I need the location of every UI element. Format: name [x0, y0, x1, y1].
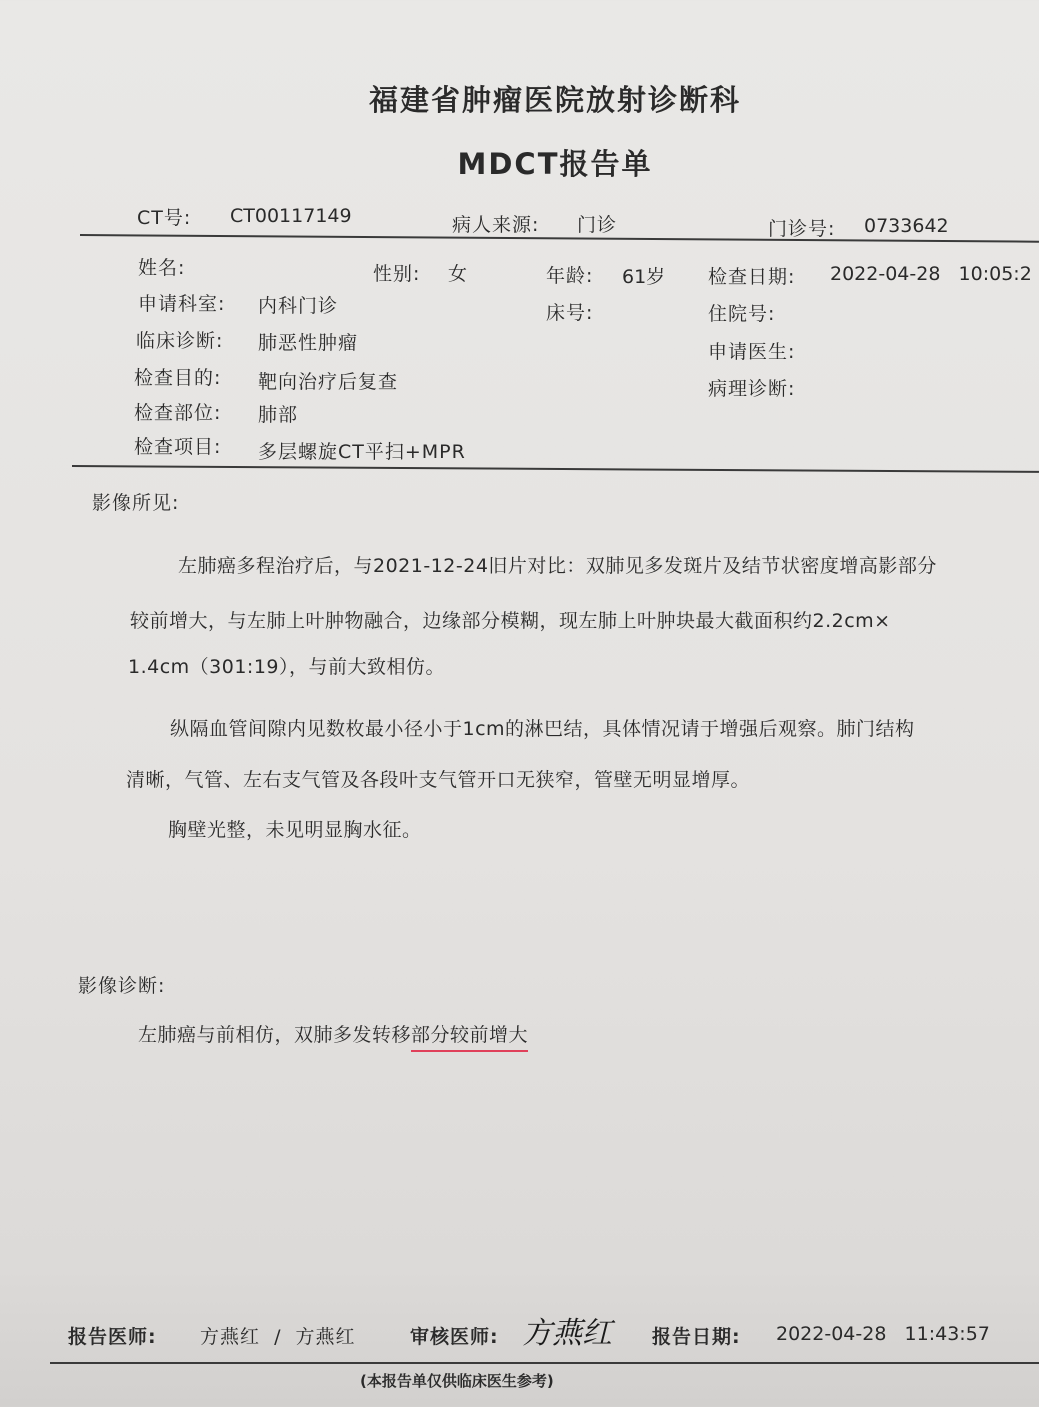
report-doctor-label: 报告医师:: [68, 1326, 157, 1348]
age-label: 年龄:: [546, 265, 594, 287]
clinical-dx-label: 临床诊断:: [136, 330, 224, 352]
purpose-value: 靶向治疗后复查: [258, 371, 399, 393]
divider-info: [72, 465, 1039, 473]
reviewer-label: 审核医师:: [410, 1326, 499, 1348]
findings-label: 影像所见:: [92, 492, 180, 514]
ct-label: CT号:: [137, 207, 192, 229]
name-label: 姓名:: [138, 257, 186, 279]
findings-line: 较前增大，与左肺上叶肿物融合，边缘部分模糊，现左肺上叶肿块最大截面积约2.2cm×: [130, 610, 891, 632]
pathology-label: 病理诊断:: [708, 378, 796, 400]
hospital-title: 福建省肿瘤医院放射诊断科: [368, 83, 741, 117]
source-label: 病人来源:: [452, 214, 540, 236]
sex-label: 性别:: [373, 263, 421, 285]
report-title: MDCT报告单: [457, 147, 653, 181]
findings-line: 左肺癌多程治疗后，与2021-12-24旧片对比：双肺见多发斑片及结节状密度增高影部分: [178, 555, 937, 577]
findings-line: 胸壁光整，未见明显胸水征。: [168, 819, 422, 841]
ct-value: CT00117149: [230, 205, 352, 227]
age-value: 61岁: [622, 266, 666, 288]
sex-value: 女: [448, 263, 469, 285]
disclaimer-note: (本报告单仅供临床医生参考): [360, 1372, 554, 1390]
report-date-label: 报告日期:: [652, 1326, 741, 1348]
purpose-label: 检查目的:: [134, 367, 222, 389]
findings-line: 纵隔血管间隙内见数枚最小径小于1cm的淋巴结，具体情况请于增强后观察。肺门结构: [170, 718, 915, 740]
outpatient-label: 门诊号:: [768, 218, 836, 240]
inpatient-label: 住院号:: [708, 303, 776, 325]
dept-value: 内科门诊: [258, 295, 339, 317]
requesting-doctor-label: 申请医生:: [708, 341, 796, 363]
report-doctor-value: 方燕红 / 方燕红: [200, 1326, 356, 1348]
outpatient-value: 0733642: [864, 215, 949, 237]
item-label: 检查项目:: [134, 436, 222, 458]
site-label: 检查部位:: [134, 402, 222, 424]
source-value: 门诊: [577, 214, 618, 236]
impression-text-plain: 左肺癌与前相仿，双肺多发转移: [138, 1024, 412, 1046]
impression-text-underlined: 部分较前增大: [411, 1024, 528, 1052]
impression-text: [138, 1020, 528, 1047]
reviewer-signature: 方燕红: [522, 1316, 612, 1351]
site-value: 肺部: [258, 404, 299, 426]
divider-footer: [50, 1362, 1039, 1364]
report-date-value: 2022-04-28 11:43:57: [776, 1323, 990, 1345]
dept-label: 申请科室:: [138, 293, 226, 315]
exam-date-label: 检查日期:: [708, 266, 796, 288]
impression-label: 影像诊断:: [78, 975, 166, 997]
bed-label: 床号:: [546, 302, 594, 324]
findings-line: 清晰，气管、左右支气管及各段叶支气管开口无狭窄，管壁无明显增厚。: [126, 769, 751, 791]
findings-line: 1.4cm（301:19），与前大致相仿。: [128, 656, 446, 678]
clinical-dx-value: 肺恶性肿瘤: [258, 332, 359, 354]
item-value: 多层螺旋CT平扫+MPR: [258, 441, 466, 463]
exam-date-value: 2022-04-28 10:05:2: [830, 263, 1032, 285]
